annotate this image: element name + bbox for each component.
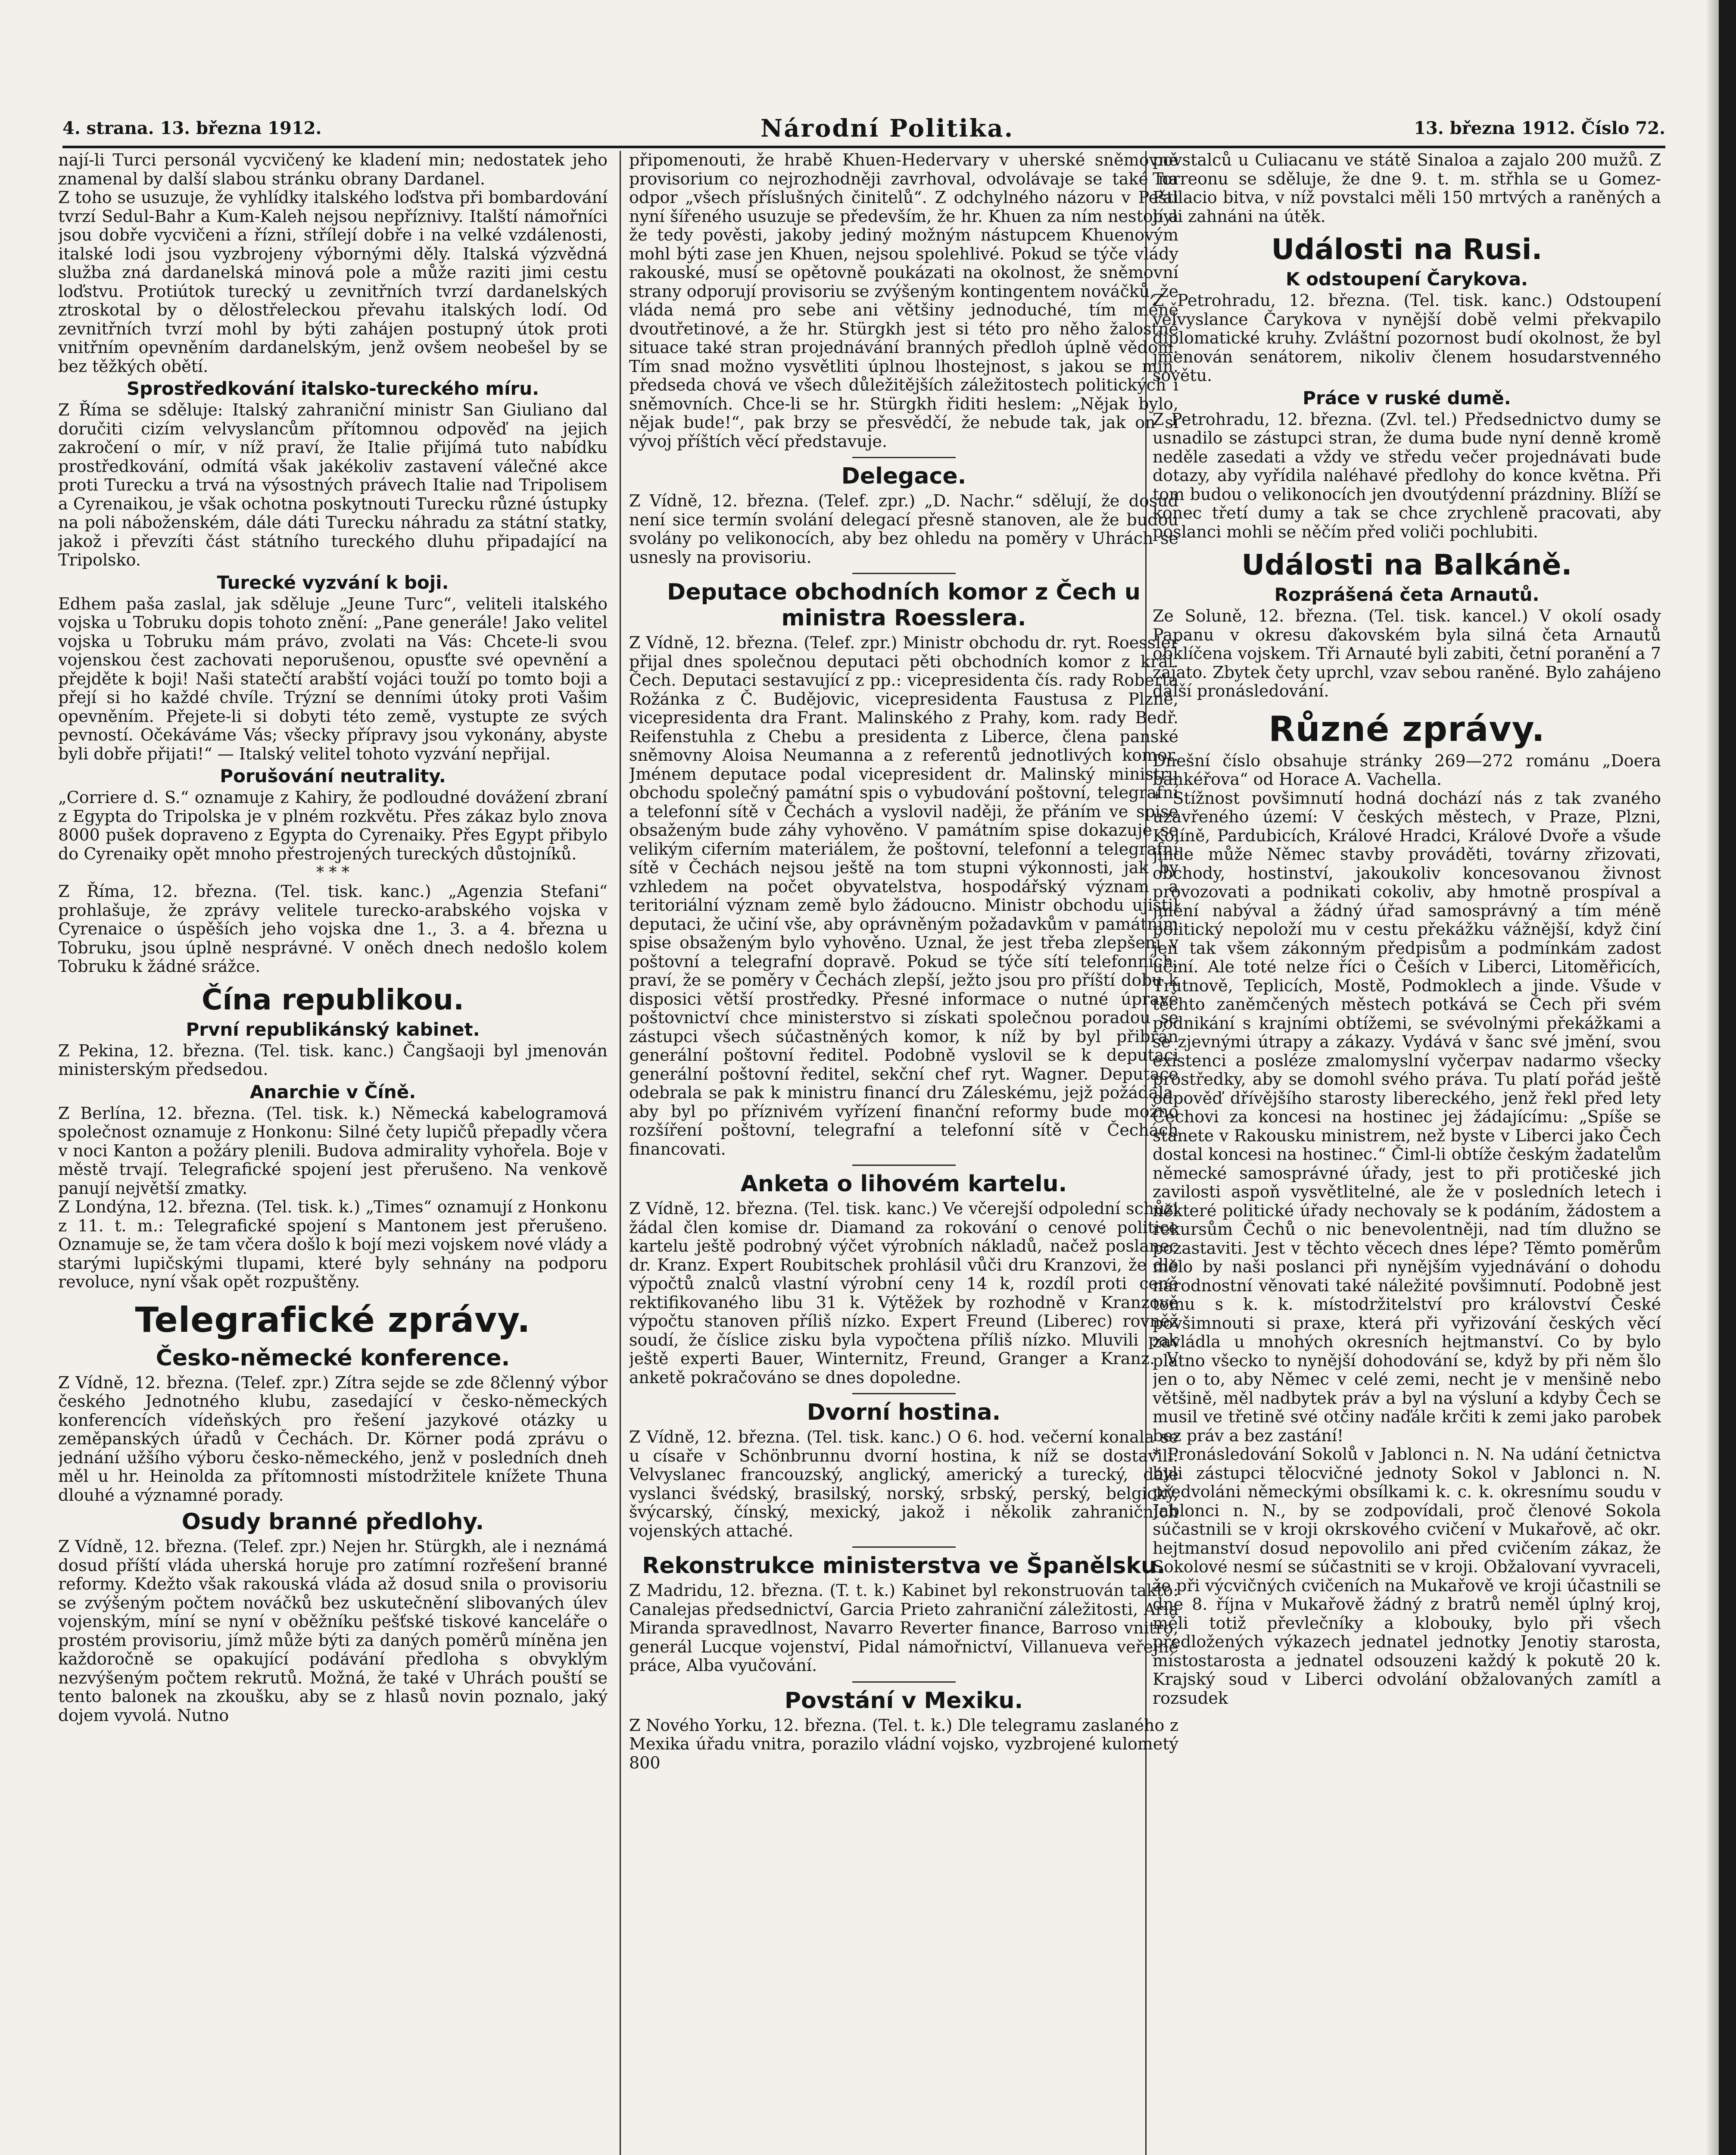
divider [852, 457, 956, 458]
section-heading: Čína republikou. [201, 983, 464, 1016]
article-text: Z Vídně, 12. března. (Telef. zpr.) Ministr obchodu dr. ryt. Roessler přijal dnes společnou deputaci pěti obchodních komor z král. Čech. Deputaci sestavující z pp.: vicepresidenta čís. rady Roberta Rožánka z Č. Budějovic, vicepresidenta Faustusa z Plzně, vicepresidenta dra Frant. Malinského z Prahy, kom. rady Bedř. Reifenstuhla z Chebu a presidenta z Liberce, člena panské sněmovny Aloisa Neumanna a z referentů jednotlivých komor. Jménem deputace podal vicepresident dr. Malinský ministru obchodu společný památní spis o vybudování poštovní, telegrafní a telefonní sítě v Čechách a vyslovil naději, že přáním ve spise obsaženým bude záhy vyhověno. V památním spise dokazuje se velikým ciferním materiálem, že poštovní, telefonní a telegrafní sítě v Čechách nejsou ještě na tom stupni výkonnosti, jak by vzhledem na počet obyvatelstva, hospodářský význam a teritoriální význam země bylo žádoucno. Ministr obchodu ujistil deputaci, že učiní vše, aby oprávněným požadavkům v památním spise obsaženým bylo vyhověno. Uznal, že jest třeba zlepšení v poštovní a telegrafní dopravě. Pokud se týče sítí telefonních, praví, že se poměry v Čechách zlepší, ježto jsou pro příští dobu k disposici větší prostředky. Přesné informace o nutné úpravě poštovnictví chce ministerstvo si získati společnou poradou se zástupci všech súčastněných komor, k níž by byl přibrán generální poštovní ředitel. Podobně vyslovil se k deputaci generální poštovní ředitel, sekční chef ryt. Wagner. Deputace odebrala se pak k ministru financí dru Záleskému, jejž požádala, aby byl po příznivém vyřízení finanční reformy bude možno rozšíření poštovní, telegrafní a telefonní sítě v Čechách financovati. [629, 633, 1178, 1159]
section-heading: Různé zprávy. [1268, 709, 1545, 749]
column-3 [1153, 151, 1661, 2155]
article-text: nají-li Turci personál vycvičený ke kladení min; nedostatek jeho znamenal by další slabou stránku obrany Dardanel. [58, 151, 608, 188]
article-text: „Corriere d. S.“ oznamuje z Kahiry, že podloudné dovážení zbraní z Egypta do Tripolska je v plném rozkvětu. Přes zákaz bylo znova 8000 pušek dopraveno z Egypta do Cyrenaiky. Přes Egypt přibylo do Cyrenaiky opět mnoho přestrojených tureckých důstojníků. [58, 788, 608, 863]
divider [852, 1546, 956, 1548]
article-heading: Sprostředkování italsko-tureckého míru. [126, 378, 539, 399]
article-text: Z toho se usuzuje, že vyhlídky italského loďstva při bombardování tvrzí Sedul-Bahr a Kum-Kaleh nejsou nepříznivy. Italští námořníci jsou dobře vycvičeni a řízni, střílejí dobře i na velké vzdálenosti, italské lodi jsou vyzbrojeny výbornými děly. Italská výzvědná služba zná dardanelská minová pole a může raziti jimi cestu loďstvu. Protiútok turecký u zevnitřních tvrzí dardanelských ztroskotal by o dělostřeleckou převahu italských lodí. Od zevnitřních tvrzí mohl by býti zahájen postupný útok proti vnitřním opevněním dardanelským, jenž ovšem neobešel by se bez těžkých obětí. [58, 188, 608, 376]
divider [852, 1165, 956, 1166]
scan-edge [1719, 0, 1736, 2155]
section-heading: Události na Rusi. [1271, 233, 1543, 266]
section-heading: Telegrafické zprávy. [135, 1299, 531, 1340]
article-text: Z Vídně, 12. března. (Telef. zpr.) Zítra sejde se zde 8členný výbor českého Jednotného klubu, zasedající v česko-německých konferencích vídeňských pro řešení jazykové otázky u zeměpanských úřadů v Čechách. Dr. Körner podá zprávu o jednání užšího výboru česko-německého, jenž v posledních dneh měl u hr. Heinolda za přítomnosti místodržitele knížete Thuna dlouhé a významné porady. [58, 1373, 608, 1505]
article-text: Z Vídně, 12. března. (Tel. tisk. kanc.) O 6. hod. večerní konala se u císaře v Schönbrunnu dvorní hostina, k níž se dostavili: Velvyslanec francouzský, anglický, americký a turecký, dále vyslanci švédský, brasilský, norský, srbský, perský, belgický, švýcarský, čínský, mexický, jakož i několik zahraničních vojenských attaché. [629, 1427, 1178, 1540]
article-text: Z Říma se sděluje: Italský zahraniční ministr San Giuliano dal doručiti cizím velvyslancům přítomnou odpověď na jejich zakročení o mír, v níž praví, že Italie přijímá tuto nabídku prostředkování, odmítá však jakékoliv zastavení válečné akce proti Turecku a trvá na výsostných právech Italie nad Tripolisem a Cyrenaikou, je však ochotna poskytnouti Turecku různé ústupky na poli náboženském, dále dáti Turecku náhradu za státní statky, jakož i převzíti část státního tureckého dluhu připadající na Tripolsko. [58, 400, 608, 569]
column-rule [620, 151, 621, 2155]
article-heading: Porušování neutrality. [220, 765, 446, 787]
column-1 [58, 151, 608, 2155]
article-text: Ze Soluně, 12. března. (Tel. tisk. kancel.) V okolí osady Papanu v okresu ďakovském byla silná četa Arnautů obklíčena vojskem. Tři Arnauté byli zabiti, četní poranění a 7 zajato. Zbytek čety uprchl, vzav sebou raněné. Bylo zahájeno další pronásledování. [1153, 606, 1661, 700]
article-heading: Deputace obchodních komor z Čech u ministra Roesslera. [667, 579, 1141, 631]
article-text: Z Vídně, 12. března. (Telef. zpr.) Nejen hr. Stürgkh, ale i neznámá dosud příští vláda uherská horuje pro zatímní rozřešení branné reformy. Kdežto však rakouská vláda až dosud snila o provisoriu se zvýšeným počtem nováčků bez uskutečnění slibovaných úlev vojenským, míní se nyní v oběžníku pešťské tiskové kanceláře o prostém provisoriu, jímž může býti za daných poměrů míněna jen každoročně se opakující podávání předloha s obvyklým nezvýšeným počtem rekrutů. Možná, že také v Uhrách pouští se tento balonek na zkoušku, aby se z hlasů novin poznalo, jaký dojem vyvolá. Nutno [58, 1537, 608, 1725]
article-heading: Dvorní hostina. [807, 1399, 1001, 1425]
article-text: Z Petrohradu, 12. března. (Zvl. tel.) Předsednictvo dumy se usnadilo se zástupci stran, že duma bude nyní denně kromě neděle zasedati a vždy ve středu večer projednávati bude dotazy, aby vyřídila naléhavé předlohy do konce května. Při tom budou o velikonocích jen dvoutýdenní prázdniny. Blíží se konec třetí dumy a tak se chce zrychleně pracovati, aby poslanci mohli se něčím před voliči pochlubiti. [1153, 409, 1661, 541]
article-heading: Rozprášená četa Arnautů. [1274, 584, 1540, 605]
article-text: * Stížnost povšimnutí hodná dochází nás z tak zvaného uzavřeného území: V českých městech, v Praze, Plzni, Kolíně, Pardubicích, Králové Hradci, Králové Dvoře a všude jinde může Němec stavby prováděti, továrny zřizovati, obchody, hostinství, jakoukoliv koncesovanou živnost provozovati a podnikati cokoliv, aby hmotně prospíval a jmění nabýval a žádný úřad samosprávný a tím méně politický nepoloží mu v cestu překážku vážnější, když činí jen tak všem zákonným předpisům a podmínkám zadost učiní. Ale toté nelze říci o Češích v Liberci, Litoměřicích, Trutnově, Teplicích, Mostě, Podmoklech a jinde. Všude v těchto zaněmčených městech potkává se Čech při svém podnikání s krajními obtížemi, se svévolnými překážkami a se zjevnými útrapy a zákazy. Vydává v šanc své jmění, svou existenci a posléze zmalomyslní vyčerpav nadarmo všecky prostředky, aby se domohl svého práva. Tu platí pořád ještě odpověď dřívějšího starosty libereckého, jenž řekl před lety Čechovi za koncesi na hostinec jej žádajícímu: „Spíše se stanete v Rakousku ministrem, než byste v Liberci jako Čech dostal koncesi na hostinec.“ Čiml-li obtíže českým žadatelům německé samosprávné úřady, jest to při protičeské jich zavilosti aspoň vysvětlitelné, ale že v posledních letech i některé politické úřady nechovaly se k podáním, žádostem a rekursům Čechů o nic benevolentněji, nad tím dlužno se pozastaviti. Jest v těchto věcech dnes lépe? Těmto poměrům mělo by naši poslanci při nynějším vyjednávání o dohodu národnostní věnovati také náležité povšimnutí. Podobně jest tomu s k. k. místodržitelství pro království České povšimnouti si praxe, která při vyřizování českých věcí zavládla u mnohých okresních hejtmanství. Co by bylo platno všecko to nynější dohodování se, když by při něm šlo jen o to, aby Němec v celé zemi, necht je v menšině nebo většině, měl nadbytek práv a byl na výsluní a kdyby Čech se musil ve třetině své otčiny naďále krčiti k zemi jako parobek bez práv a bez zastání! [1153, 788, 1661, 1445]
article-heading: Delegace. [841, 463, 966, 489]
column-2 [629, 151, 1178, 2155]
article-heading: Práce v ruské dumě. [1303, 387, 1511, 409]
article-text: Z Vídně, 12. března. (Tel. tisk. kanc.) Ve včerejší odpolední schůzi žádal člen komise dr. Diamand za rokování o cenové politice kartelu ještě podrobný výčet výrobních nákladů, načež poslanec dr. Kranz. Expert Roubitschek prohlásil vůči dru Kranzovi, že dle výpočtů znalců vlastní výrobní ceny 14 k, rozdíl proti ceně rektifikovaného libu 31 k. Výtěžek by rozhodně v Kranzově výpočtu stanoven příliš nízko. Expert Freund (Liberec) rovněž soudí, že číslice zisku byla vypočtena příliš nízko. Mluvili pak ještě experti Bauer, Winternitz, Freund, Granger a Kranz. V anketě pokračováno se dnes dopoledne. [629, 1199, 1178, 1387]
article-heading: Anketa o lihovém kartelu. [740, 1171, 1067, 1197]
article-heading: První republikánský kabinet. [186, 1018, 480, 1040]
divider [852, 573, 956, 574]
asterisk-divider: * * * [316, 864, 349, 881]
article-heading: Anarchie v Číně. [249, 1081, 416, 1102]
article-text: Z Londýna, 12. března. (Tel. tisk. k.) „Times“ oznamují z Honkonu z 11. t. m.: Telegrafické spojení s Mantonem jest přerušeno. Oznamuje se, že tam včera došlo k bojí mezi vojskem nové vlády a starými lupičskými tlupami, které byly sehnány na podporu revoluce, nyní však opět rozpuštěny. [58, 1197, 608, 1291]
article-heading: Povstání v Mexiku. [784, 1687, 1023, 1714]
article-text: Z Madridu, 12. března. (T. t. k.) Kabinet byl rekonstruován takto: Canalejas předsednictví, Garcia Prieto zahraniční záležitosti, Aria Miranda spravedlnost, Navarro Reverter finance, Barroso vnitro, generál Lucque vojenství, Pidal námořnictví, Villanueva veřejné práce, Alba vyučování. [629, 1581, 1178, 1675]
masthead-title: Národní Politika. [760, 114, 1014, 143]
article-text: Z Petrohradu, 12. března. (Tel. tisk. kanc.) Odstoupení velvyslance Čarykova v nynější době velmi překvapilo diplomatické kruhy. Zvláštní pozornost budí okolnost, že byl jmenován senátorem, nikoliv členem hosudarstvenného sovětu. [1153, 291, 1661, 385]
header-date-issue: 13. března 1912. Číslo 72. [1414, 118, 1665, 138]
header-rule [62, 146, 1665, 148]
article-text: * Pronásledování Sokolů v Jablonci n. N. Na udání četnictva byli zástupci tělocvičné jednoty Sokol v Jablonci n. N. předvoláni německými obsílkami k. c. k. okresnímu soudu v Jablonci n. N., by se zodpovídali, proč členové Sokola súčastnili se v kroji okrskového cvičení v Mukařově, ač okr. hejtmanství dosud nepovolilo ani před cvičením zákaz, že Sokolové nesmí se súčastniti se v kroji. Obžalovaní vyvraceli, že při výcvičných cvičeních na Mukařově ve kroji účastnili se dne 8. října v Mukařově žádný z bratrů neměl úplný kroj, měli totiž převlečníky a klobouky, bylo při všech předložených výkazech jednatel jednotky Jenotiy starosta, místostarosta a jednatel odsouzeni každý k pokutě 20 k. Krajský soud v Liberci odvolání obžalovaných zamítl a rozsudek [1153, 1445, 1661, 1708]
header-date-left: 4. strana. 13. března 1912. [62, 118, 322, 138]
article-heading: Česko-německé konference. [156, 1345, 510, 1371]
article-text: Dnešní číslo obsahuje stránky 269—272 románu „Doera bankéřova“ od Horace A. Vachella. [1153, 751, 1661, 789]
article-heading: K odstoupení Čarykova. [1286, 269, 1528, 290]
divider [852, 1393, 956, 1394]
article-text: Z Nového Yorku, 12. března. (Tel. t. k.) Dle telegramu zaslaného z Mexika úřadu vnitra, porazilo vládní vojsko, vyzbrojené kulometý 800 [629, 1715, 1178, 1772]
article-text: Z Pekina, 12. března. (Tel. tisk. kanc.) Čangšaoji byl jmenován ministerským předsedou. [58, 1041, 608, 1079]
page-header [62, 116, 1665, 146]
article-text: Z Říma, 12. března. (Tel. tisk. kanc.) „Agenzia Stefani“ prohlašuje, že zprávy velitele turecko-arabského vojska v Cyrenaice o úspěších jeho vojska dne 1., 3. a 4. března u Tobruku, jsou úplně nesprávné. V oněch dnech nedošlo kolem Tobruku k žádné srážce. [58, 882, 608, 976]
page-edge-shadow [1706, 0, 1719, 2155]
article-heading: Turecké vyzvání k boji. [217, 572, 449, 593]
article-text: Z Vídně, 12. března. (Telef. zpr.) „D. Nachr.“ sdělují, že dosud není sice termín svolání delegací přesně stanoven, ale že budou svolány po velikonocích, aby bez ohledu na poměry v Uhrách se usnesly na provisoriu. [629, 491, 1178, 567]
article-heading: Osudy branné předlohy. [181, 1509, 484, 1535]
article-text: připomenouti, že hrabě Khuen-Hedervary v uherské sněmovně provisorium co nejrozhodněji zavrhoval, odvolávaje se také na odpor „všech příslušných činitelů“. Z odchylného názoru v Pešti nyní šířeného usuzuje se především, že hr. Khuen za ním nestojí a že tedy pověsti, jakoby jediný možným nástupcem Khuenovým mohl býti zase jen Khuen, nejsou spolehlivé. Pokud se týče vlády rakouské, musí se opětovně poukázati na okolnost, že sněmovní strany odporují provisoriu se zvýšeným kontingentem nováčků, že vláda nemá pro sebe ani většiny jednoduché, tím méně dvoutřetinové, a že hr. Stürgkh jest si této pro něho žalostné situace také stran projednávání branných předloh úplně vědom. Tím snad možno vysvětliti úplnou lhostejnost, s jakou se min. předseda chová ve všech důležitějších záležitostech politických i sněmovních. Chce-li se hr. Stürgkh řiditi heslem: „Nějak bylo, nějak bude!“, pak brzy se přesvědčí, že nebude tak, jak on si vývoj příštích věcí představuje. [629, 151, 1178, 451]
article-text: Z Berlína, 12. března. (Tel. tisk. k.) Německá kabelogramová společnost oznamuje z Honkonu: Silné čety lupičů přepadly včera v noci Kanton a požáry plenili. Budova admirality vyhořela. Boje v městě trvají. Telegrafické spojení jest přerušeno. Na venkově panují největší zmatky. [58, 1103, 608, 1198]
section-heading: Události na Balkáně. [1241, 548, 1572, 581]
article-text: povstalců u Culiacanu ve státě Sinaloa a zajalo 200 mužů. Z Torreonu se sděluje, že dne 9. t. m. střhla se u Gomez-Pallacio bitva, v níž povstalci měli 150 mrtvých a raněných a byli zahnáni na útěk. [1153, 151, 1661, 226]
article-heading: Rekonstrukce ministerstva ve Španělsku. [642, 1553, 1166, 1579]
divider [852, 1681, 956, 1683]
article-text: Edhem paša zaslal, jak sděluje „Jeune Turc“, veliteli italského vojska u Tobruku dopis tohoto znění: „Pane generále! Jako velitel vojska u Tobruku mám právo, zvolati na Vás: Chcete-li svou vojenskou čest zachovati neporušenou, opusťte své opevnění a přejděte k boji! Naši statečtí arabští vojáci touží po tomto boji a přejí si ho každé chvíle. Trýzní se denními útoky proti Vašim opevněním. Přejete-li si dobyti této země, vystupte ze svých pevností. Očekáváme Vás; všecky přípravy jsou vykonány, abyste byli dobře přijati!“ — Italský velitel tohoto vyzvání nepřijal. [58, 594, 608, 763]
